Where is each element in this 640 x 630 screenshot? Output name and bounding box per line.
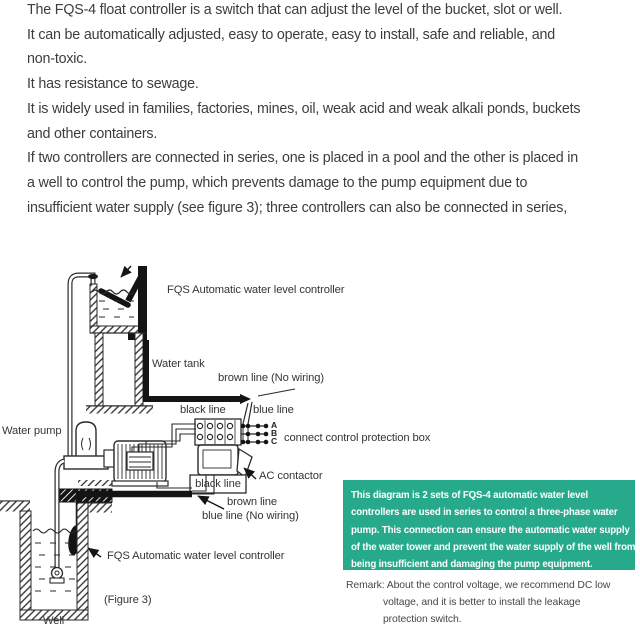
note-line: pump. This connection can ensure the automatic water supply [351,524,630,536]
intro-line: It can be automatically adjusted, easy to operate, easy to install, safe and reliable, and [27,26,555,43]
water-tank-drawing [90,266,147,340]
note-line: of the water tower and prevent the water supply of the well from [351,541,636,553]
foot-valve [52,568,63,579]
label-brown-line-top: brown line (No wiring) [218,372,324,384]
note-line: This diagram is 2 sets of FQS-4 automatic water level [351,490,589,501]
tower-legs [86,333,153,414]
label-terminal-a: A [271,420,278,430]
label-black-line-contactor: black line [195,478,241,490]
remark-line: protection switch. [383,614,462,625]
label-connect-control-box: connect control protection box [284,432,431,444]
remark-line: Remark: About the control voltage, we recommend DC low [346,580,611,591]
intro-line: insufficient water supply (see figure 3); three controllers can also be connected in series, [27,199,568,216]
intro-line: It has resistance to sewage. [27,76,199,93]
label-water-pump: Water pump [2,425,62,437]
intro-line: and other containers. [27,125,158,142]
label-terminal-b: B [271,428,278,438]
label-blue-line-top: blue line [253,404,294,416]
terminal-dots [241,424,269,445]
intro-line: a well to control the pump, which prevents damage to the pump equipment due to [27,174,528,191]
intro-line: If two controllers are connected in series, one is placed in a pool and the other is placed in [27,150,579,167]
note-box [343,480,635,570]
note-line: being insufficient and damaging the pump equipment. [351,559,593,571]
intro-line: It is widely used in families, factories, mines, oil, weak acid and weak alkali ponds, buckets [27,100,581,117]
label-well: Well [43,615,65,627]
label-fqs-controller-top: FQS Automatic water level controller [167,284,345,296]
motor-drawing [104,441,168,486]
note-line: controllers are used in series to control a three-phase water [351,507,618,519]
label-brown-line-bottom: brown line [227,496,277,508]
label-ac-contactor: AC contactor [259,470,323,482]
label-water-tank: Water tank [152,358,205,370]
label-figure-caption: (Figure 3) [104,594,152,606]
intro-line: The FQS-4 float controller is a switch that can adjust the level of the bucket, slot or well. [27,2,563,18]
label-fqs-controller-bottom: FQS Automatic water level controller [107,550,285,562]
intro-line: non-toxic. [27,51,87,68]
label-black-line-top: black line [180,404,226,416]
remark-line: voltage, and it is better to install the leakage [383,597,581,608]
label-blue-line-bottom: blue line (No wiring) [202,510,299,522]
label-terminal-c: C [271,436,278,446]
